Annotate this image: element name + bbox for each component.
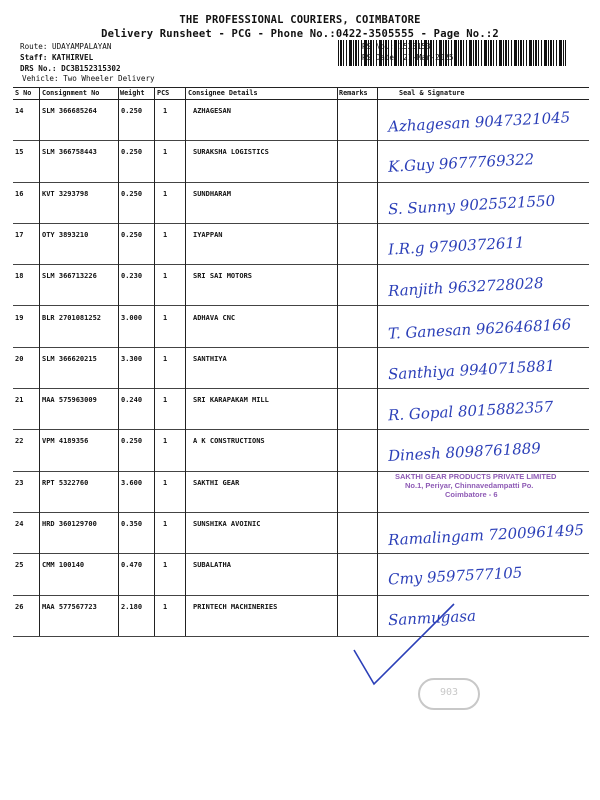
pcs-cell: 1	[163, 561, 168, 570]
table-row	[13, 182, 589, 224]
table-row	[13, 223, 589, 265]
weight-cell: 3.000	[121, 313, 143, 322]
consignee-cell: SAKTHI GEAR	[193, 478, 240, 487]
weight-cell: 0.240	[121, 396, 143, 405]
sno-cell: 23	[15, 478, 24, 487]
table-row	[13, 388, 589, 430]
consignee-cell: IYAPPAN	[193, 230, 223, 239]
pcs-cell: 1	[163, 272, 168, 281]
pcs-cell: 1	[163, 313, 168, 322]
weight-cell: 3.600	[121, 478, 143, 487]
consignment-cell: SLM 366685264	[42, 107, 97, 115]
consignee-cell: A K CONSTRUCTIONS	[193, 437, 265, 446]
col-sno: S No	[15, 89, 32, 97]
weight-cell: 0.230	[121, 272, 143, 281]
handwritten-signature: I.R.g 9790372611	[387, 233, 525, 259]
runsheet-subtitle: Delivery Runsheet - PCG - Phone No.:0422-3505555 - Page No.:2	[101, 28, 499, 40]
pcs-cell: 1	[163, 148, 168, 157]
pcs-cell: 1	[163, 520, 168, 528]
table-row	[13, 553, 589, 595]
consignee-cell: SRI SAI MOTORS	[193, 272, 253, 281]
company-stamp: SAKTHI GEAR PRODUCTS PRIVATE LIMITED No.1, Periyar, Chinnavedampatti Po. Coimbatore - 6	[395, 472, 557, 499]
weight-cell: 0.470	[121, 561, 143, 570]
handwritten-signature: Dinesh 8098761889	[387, 439, 542, 466]
weight-cell: 0.250	[121, 148, 143, 157]
consignee-cell: SUBALATHA	[193, 561, 231, 570]
sno-cell: 22	[15, 437, 24, 446]
col-remarks: Remarks	[339, 89, 368, 97]
consignee-cell: SANTHIYA	[193, 354, 227, 363]
handwritten-signature: R. Gopal 8015882357	[387, 397, 554, 425]
col-consignee: Consignee Details	[188, 89, 258, 97]
pcs-cell: 1	[163, 354, 168, 363]
table-row	[13, 99, 589, 141]
pcs-cell: 1	[163, 602, 168, 611]
sno-cell: 21	[15, 396, 24, 405]
handwritten-signature: T. Ganesan 9626468166	[387, 314, 572, 343]
weight-cell: 0.250	[121, 230, 143, 239]
weight-cell: 0.250	[121, 189, 143, 198]
sno-cell: 20	[15, 354, 24, 363]
pcs-cell: 1	[163, 189, 168, 198]
staff-label: Staff: KATHIRVEL	[20, 53, 94, 62]
consignee-cell: SRI KARAPAKAM MILL	[193, 396, 269, 405]
handwritten-signature: Ranjith 9632728028	[387, 274, 544, 301]
table-row	[13, 140, 589, 182]
handwritten-signature: Cmy 9597577105	[387, 563, 523, 589]
consignment-cell: SLM 366758443	[42, 148, 97, 157]
handwritten-signature: Santhiya 9940715881	[387, 356, 556, 384]
consignment-cell: MAA 577567723	[42, 602, 97, 611]
table-row	[13, 264, 589, 306]
pcs-cell: 1	[163, 437, 168, 446]
table-row	[13, 429, 589, 471]
weight-cell: 0.350	[121, 520, 143, 528]
table-row	[13, 306, 589, 348]
runsheet-table	[13, 87, 589, 716]
sno-cell: 17	[15, 230, 24, 239]
sno-cell: 26	[15, 602, 24, 611]
consignee-cell: SUNDHARAM	[193, 189, 231, 198]
consignment-cell: HRD 360129700	[42, 520, 97, 528]
rs-date: RS Date: 21-Mar-2025	[362, 53, 454, 62]
consignment-cell: MAA 575963009	[42, 396, 97, 405]
faint-stamp: 903	[418, 678, 480, 710]
consignee-cell: PRINTECH MACHINERIES	[193, 602, 278, 611]
sno-cell: 14	[15, 107, 24, 115]
handwritten-signature: Ramalingam 7200961495	[387, 520, 585, 550]
rs-number: RS No.: 1523153	[362, 42, 431, 51]
weight-cell: 2.180	[121, 602, 143, 611]
sno-cell: 16	[15, 189, 24, 198]
col-weight: Weight	[120, 89, 145, 97]
runsheet-title: THE PROFESSIONAL COURIERS, COIMBATORE	[179, 14, 421, 26]
consignment-cell: OTY 3893210	[42, 230, 89, 239]
pcs-cell: 1	[163, 107, 168, 115]
weight-cell: 0.250	[121, 107, 143, 115]
signature-tick	[350, 600, 460, 690]
consignment-cell: SLM 366713226	[42, 272, 97, 281]
handwritten-signature: Sanmugasa	[387, 606, 477, 629]
pcs-cell: 1	[163, 230, 168, 239]
col-consignment: Consignment No	[42, 89, 100, 97]
sno-cell: 25	[15, 561, 24, 570]
consignment-cell: RPT 5322760	[42, 478, 89, 487]
table-row	[13, 347, 589, 389]
weight-cell: 0.250	[121, 437, 143, 446]
weight-cell: 3.300	[121, 354, 143, 363]
drs-number: DRS No.: DC3B152315302	[20, 64, 121, 73]
sno-cell: 19	[15, 313, 24, 322]
handwritten-signature: K.Guy 9677769322	[387, 150, 535, 177]
consignee-cell: SUNSHIKA AVOINIC	[193, 520, 261, 528]
pcs-cell: 1	[163, 478, 168, 487]
consignment-cell: SLM 366620215	[42, 354, 97, 363]
table-row	[13, 512, 589, 554]
sno-cell: 15	[15, 148, 24, 157]
col-pcs: PCS	[157, 89, 170, 97]
consignee-cell: SURAKSHA LOGISTICS	[193, 148, 269, 157]
handwritten-signature: S. Sunny 9025521550	[387, 191, 556, 218]
handwritten-signature: Azhagesan 9047321045	[387, 108, 571, 136]
consignment-cell: CMM 100140	[42, 561, 85, 570]
consignment-cell: KVT 3293798	[42, 189, 89, 198]
consignee-cell: ADHAVA CNC	[193, 313, 236, 322]
consignment-cell: BLR 2701081252	[42, 313, 102, 322]
route-label: Route: UDAYAMPALAYAN	[20, 42, 112, 51]
col-seal: Seal & Signature	[399, 89, 465, 97]
vehicle-label: Vehicle: Two Wheeler Delivery	[22, 74, 155, 83]
table-row	[13, 595, 589, 637]
consignee-cell: AZHAGESAN	[193, 107, 231, 115]
pcs-cell: 1	[163, 396, 168, 405]
sno-cell: 24	[15, 520, 24, 528]
consignment-cell: VPM 4189356	[42, 437, 89, 446]
sno-cell: 18	[15, 272, 24, 281]
